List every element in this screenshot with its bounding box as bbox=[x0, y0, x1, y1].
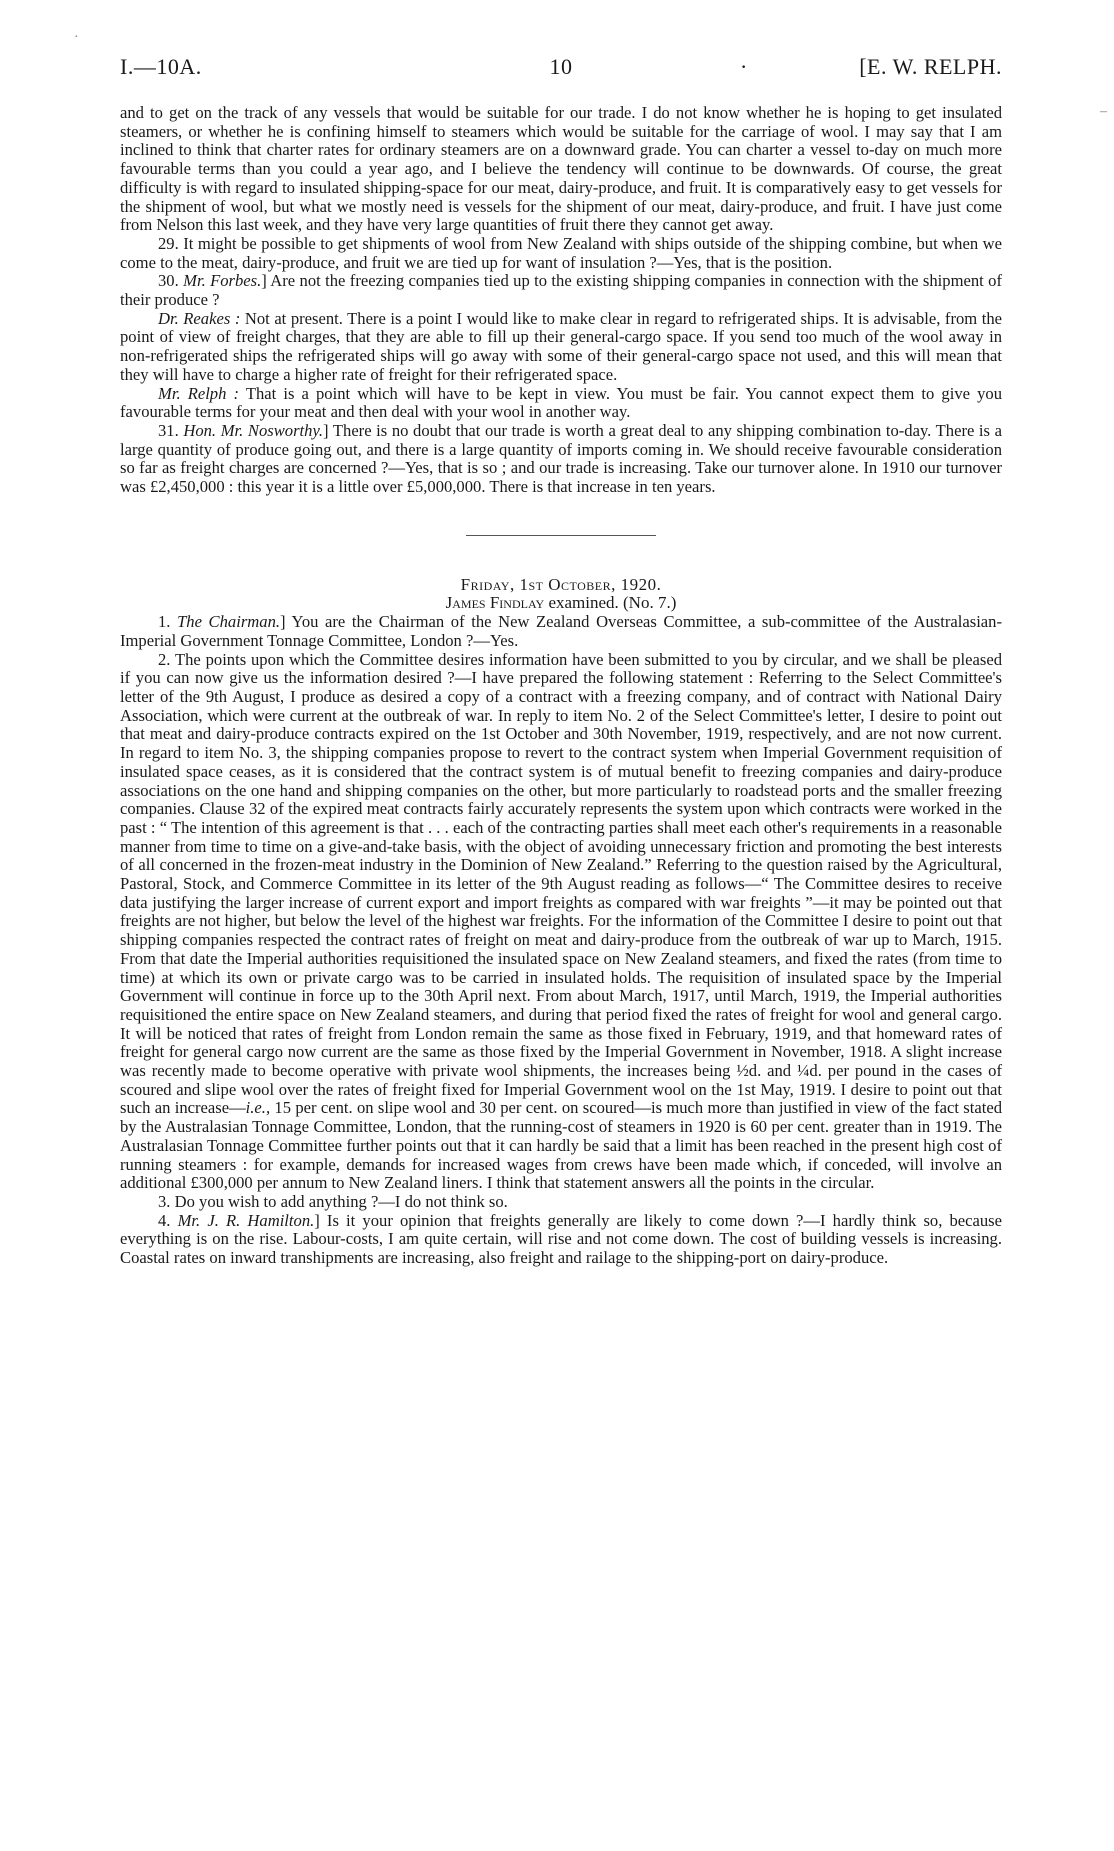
statement-text-end: 15 per cent. on slipe wool and 30 per cent. on scoured—is much more than justified in view of the fact stated by the Australasian Tonnage Committee, London, that the running-cost of steamers in 1920 is 60 per cent. greater than in 1919. The Australasian Tonnage Committee further points out that it can hardly be said that a limit has been reached in the present high cost of running steamers : for example, demands for increased wages from crews have been made which, if conceded, will involve an additional £300,000 per annum to New Zealand liners. I think that statement answers all the points in the circular. bbox=[120, 1098, 1002, 1193]
speaker-name: Mr. Forbes. bbox=[183, 271, 262, 291]
speaker-name: Mr. Relph : bbox=[158, 383, 240, 403]
speaker-name: The Chairman. bbox=[177, 612, 281, 632]
header-reference: I.—10A. bbox=[120, 54, 202, 79]
question-1 bbox=[120, 613, 1002, 650]
document-body bbox=[120, 104, 1002, 1268]
witness-examined: examined. (No. 7.) bbox=[544, 593, 677, 613]
question-31 bbox=[120, 422, 1002, 497]
margin-dash: – bbox=[1100, 104, 1107, 119]
ie-italic: i.e., bbox=[245, 1098, 271, 1118]
answer-text: That is a point which will have to be kept in view. You must be fair. You cannot expect them to give you favourable terms for your meat and then deal with your wool in another way. bbox=[120, 383, 1002, 422]
question-2 bbox=[120, 651, 1002, 1193]
answer-text: Not at present. There is a point I would like to make clear in regard to refrigerated ships. It is advisable, from the point of view of freight charges, that they are able to fill up their general-cargo space. If you send too much of the wool away in non-refrigerated ships the refrigerated ships will go away with some of their general-cargo space not used, and this will mean that they will have to charge a higher rate of freight for their refrigerated space. bbox=[120, 308, 1002, 384]
question-number: 1. bbox=[158, 612, 171, 632]
speaker-name: Hon. Mr. Nosworthy. bbox=[183, 420, 324, 440]
statement-text: 2. The points upon which the Committee desires information have been submitted to you by circular, and we shall be pleased if you can now give us the information desired ?—I have prepared the following statement : Referring to the Select Committee's letter of the 9th August, I produce as desired a copy of a contract with a freezing company, and of contract with National Dairy Association, which were current at the outbreak of war. In reply to item No. 2 of the Select Committee's letter, I desire to point out that meat and dairy-produce contracts expired on the 1st October and 30th November, 1919, respectively, and are not now current. In regard to item No. 3, the shipping companies propose to revert to the contract system when Imperial Government requisition of insulated space ceases, as it is considered that the contract system is of mutual benefit to freezing companies and dairy-produce associations on the one hand and shipping companies on the other, but more particularly to roadstead ports and the smaller freezing companies. Clause 32 of the expired meat contracts fairly accurately represents the system upon which contracts were worked in the past : “ The intention of this agreement is that . . . each of the contracting parties shall meet each other's requirements in a reasonable manner from time to time on a give-and-take basis, with the object of avoiding unnecessary friction and promoting the best interests of all concerned in the frozen-meat industry in the Dominion of New Zealand.” Referring to the question raised by the Agricultural, Pastoral, Stock, and Commerce Committee in its letter of the 9th August reading as follows—“ The Committee desires to receive data justifying the larger increase of current export and import freights as compared with war freights ”—it may be pointed out that freights are not higher, but below the level of the highest war freights. For the information of the Committee I desire to point out that shipping companies respected the contract rates of freight on meat and dairy-produce from the outbreak of war up to March, 1915. From that date the Imperial authorities requisitioned the insulated space on New Zealand steamers, and fixed the rates (from time to time) at which its own or private cargo was to be carried in insulated holds. The requisition of insulated space by the Imperial Government will continue in force up to the 30th April next. From about March, 1917, until March, 1919, the Imperial authorities requisitioned the entire space on New Zealand steamers, and during that period fixed the rates of freight for wool and general cargo. It will be noticed that rates of freight from London remain the same as those fixed in February, 1919, and that homeward rates of freight for general cargo now current are the same as those fixed by the Imperial Government in November, 1918. A slight increase was recently made to become operative with private wool shipments, the increases being ½d. and ¼d. per pound in the cases of scoured and slipe wool over the rates of freight fixed for Imperial Government wool on the 1st May, 1919. I desire to point out that such an increase— bbox=[120, 649, 1002, 1118]
speaker-name: Dr. Reakes : bbox=[158, 308, 241, 328]
question-29: 29. It might be possible to get shipments of wool from New Zealand with ships outside of the shipping combine, but when we come to the meat, dairy-produce, and fruit we are tied up for want of insulation ?—Yes, that is the position. bbox=[120, 233, 1002, 272]
session-date: Friday, 1st October, 1920. bbox=[460, 574, 662, 594]
question-number: 31. bbox=[158, 420, 179, 440]
page-header bbox=[120, 54, 1002, 86]
question-4 bbox=[120, 1212, 1002, 1268]
section-divider bbox=[466, 535, 656, 536]
question-number: 4. bbox=[158, 1210, 171, 1230]
witness-heading bbox=[120, 594, 1002, 613]
page-number: 10 bbox=[549, 54, 573, 79]
question-number: 30. bbox=[158, 271, 179, 291]
header-witness: [E. W. RELPH. bbox=[859, 54, 1002, 79]
question-text: ] Are not the freezing companies tied up to the existing shipping companies in connection with the shipment of their produce ? bbox=[120, 271, 1002, 310]
reakes-answer bbox=[120, 310, 1002, 385]
question-3: 3. Do you wish to add anything ?—I do not think so. bbox=[158, 1191, 508, 1211]
speaker-name: Mr. J. R. Hamilton. bbox=[177, 1210, 315, 1230]
question-text: ] Is it your opinion that freights generally are likely to come down ?—I hardly think so, because everything is on the rise. Labour-costs, I am quite certain, will rise and not come down. The cost of building vessels is increasing. Coastal rates on inward transhipments are increasing, also freight and railage to the shipping-port on dairy-produce. bbox=[120, 1210, 1003, 1268]
relph-answer bbox=[120, 385, 1002, 422]
witness-name: James Findlay bbox=[445, 593, 545, 613]
header-dot: · bbox=[740, 54, 748, 79]
margin-dot: · bbox=[74, 30, 79, 45]
question-text: ] There is no doubt that our trade is worth a great deal to any shipping combination to-day. There is a large quantity of produce going out, and there is a large quantity of imports coming in. We should receive favourable consideration so far as freight charges are concerned ?—Yes, that is so ; and our trade is increasing. Take our turnover alone. In 1910 our turnover was £2,450,000 : this year it is a little over £5,000,000. There is that increase in ten years. bbox=[120, 420, 1002, 497]
question-30 bbox=[120, 272, 1002, 309]
question-text: ] You are the Chairman of the New Zealand Overseas Committee, a sub-committee of the Australasian-Imperial Government Tonnage Committee, London ?—Yes. bbox=[120, 612, 1002, 650]
continuation-paragraph: and to get on the track of any vessels that would be suitable for our trade. I do not know whether he is hoping to get insulated steamers, or whether he is confining himself to steamers which would be suitable for the carriage of wool. I may say that I am inclined to think that charter rates for ordinary steamers are on a downward grade. You can charter a vessel to-day on much more favourable terms than you could a year ago, and I believe the tendency will continue to be downwards. Of course, the great difficulty is with regard to insulated shipping-space for our meat, dairy-produce, and fruit. It is comparatively easy to get vessels for the shipment of wool, but what we mostly need is vessels for the shipment of our meat, dairy-produce, and fruit. I have just come from Nelson this last week, and they have very large quantities of fruit there they cannot get away. bbox=[120, 103, 1002, 235]
